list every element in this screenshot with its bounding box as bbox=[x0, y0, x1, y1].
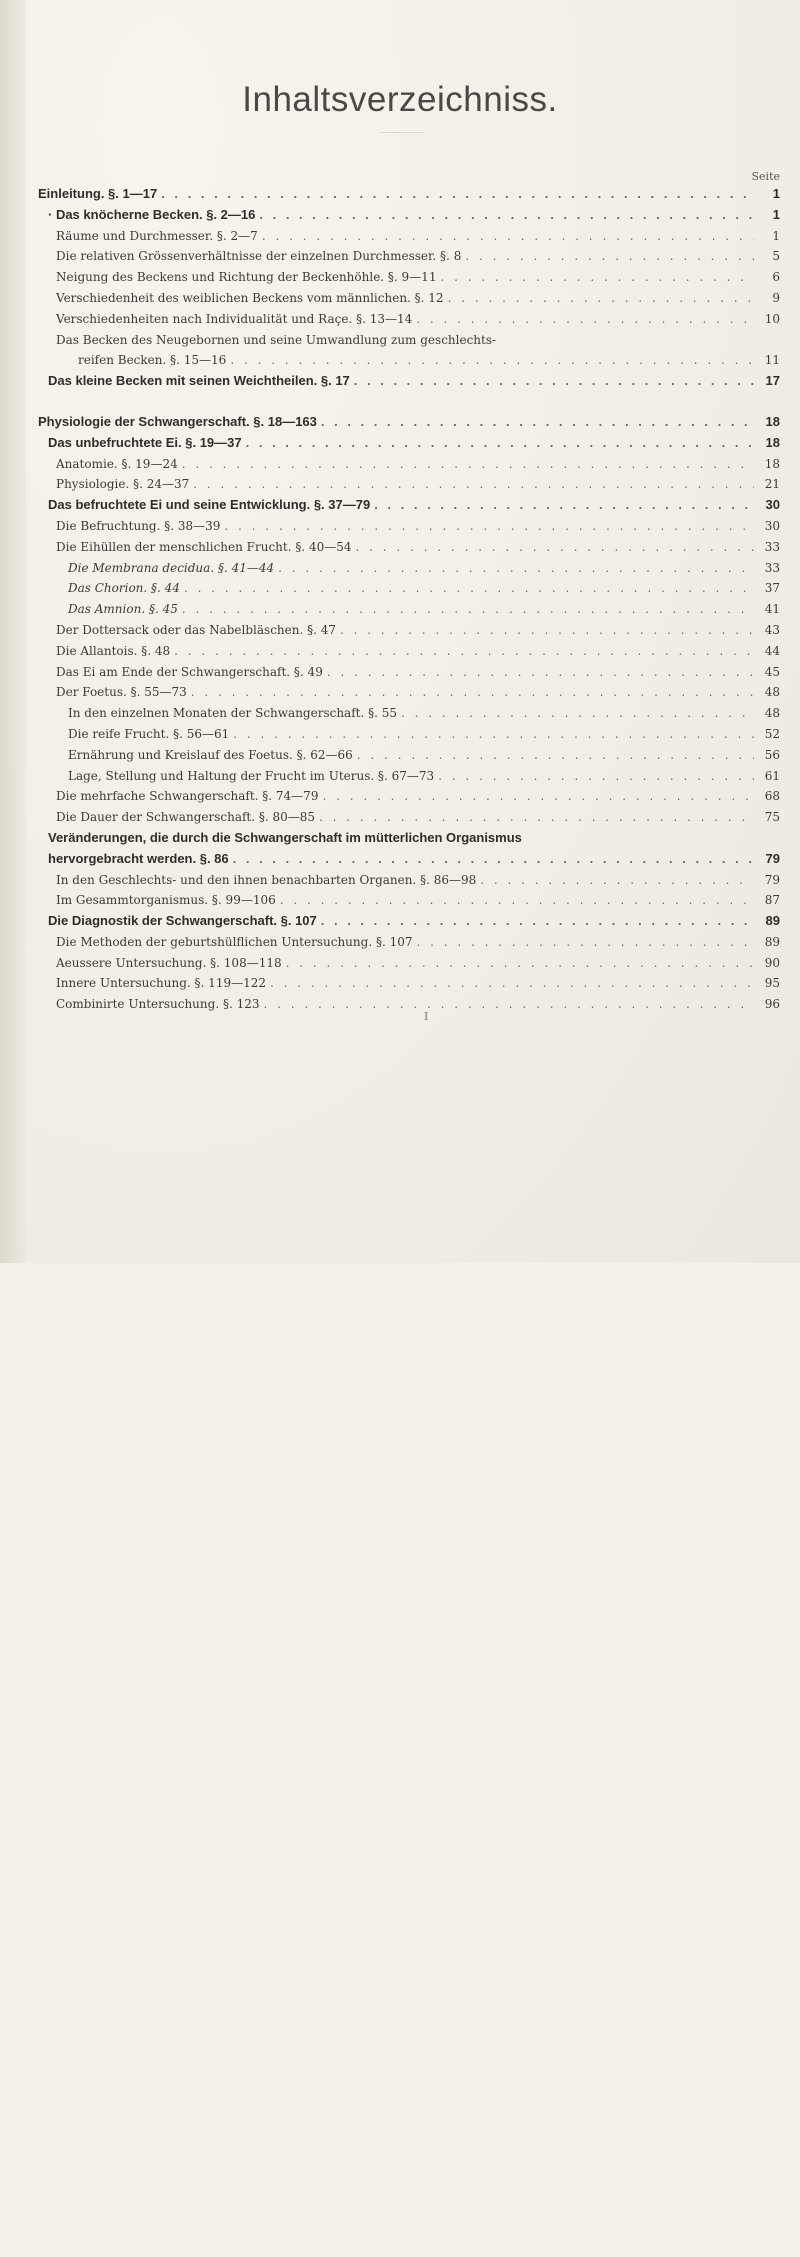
toc-page-number: 45 bbox=[764, 664, 780, 679]
toc-entry-text: Das Chorion. §. 44 bbox=[68, 581, 180, 596]
toc-entry-text: Innere Untersuchung. §. 119—122 bbox=[56, 976, 266, 991]
toc-page-number: 1 bbox=[772, 228, 780, 243]
toc-entry-text: Das befruchtete Ei und seine Entwicklung. §. 37—79 bbox=[48, 497, 371, 513]
toc-page-number: 18 bbox=[765, 413, 780, 429]
toc-entry-text: Das Amnion. §. 45 bbox=[68, 602, 178, 617]
toc-entry-text: Die reife Frucht. §. 56—61 bbox=[68, 726, 230, 741]
dot-leader bbox=[233, 724, 754, 745]
title-ornament bbox=[380, 132, 424, 137]
toc-entry-innere[interactable] bbox=[38, 973, 780, 994]
toc-page-number: 9 bbox=[772, 290, 780, 305]
toc-entry-eihuellen[interactable] bbox=[38, 537, 780, 558]
toc-page-number: 75 bbox=[764, 810, 780, 825]
toc-page-number: 68 bbox=[764, 789, 780, 804]
toc-entry-text: Das unbefruchtete Ei. §. 19—37 bbox=[48, 434, 242, 450]
toc-entry-chorion[interactable] bbox=[38, 578, 780, 599]
toc-entry-geschlechts[interactable] bbox=[38, 870, 780, 891]
toc-entry-knoecherne-becken[interactable] bbox=[38, 205, 780, 226]
toc-page-number: 43 bbox=[764, 622, 780, 637]
toc-entry-text: Physiologie der Schwangerschaft. §. 18—163 bbox=[38, 413, 317, 429]
toc-entry-text: Veränderungen, die durch die Schwangerschaft im mütterlichen Organismus bbox=[48, 829, 522, 845]
toc-entry-text: · Das knöcherne Becken. §. 2—16 bbox=[48, 206, 256, 222]
toc-entry-allantois[interactable] bbox=[38, 641, 780, 662]
toc-entry-befruchtete[interactable] bbox=[38, 495, 780, 516]
toc-entry-text: Die Dauer der Schwangerschaft. §. 80—85 bbox=[56, 810, 316, 825]
toc-entry-text: Lage, Stellung und Haltung der Frucht im Uterus. §. 67—73 bbox=[68, 768, 435, 783]
toc-entry-ei-ende[interactable] bbox=[38, 662, 780, 683]
toc-entry-text: Neigung des Beckens und Richtung der Beckenhöhle. §. 9—11 bbox=[56, 270, 437, 285]
dot-leader bbox=[321, 412, 754, 433]
toc-page-number: 89 bbox=[764, 934, 780, 949]
toc-entry-kleine-becken[interactable] bbox=[38, 371, 780, 392]
dot-leader bbox=[327, 662, 754, 683]
toc-entry-text: In den einzelnen Monaten der Schwangerschaft. §. 55 bbox=[68, 706, 398, 721]
toc-page-number: 95 bbox=[764, 976, 780, 991]
dot-leader bbox=[480, 870, 754, 891]
toc-entry-dottersack[interactable] bbox=[38, 620, 780, 641]
dot-leader bbox=[278, 558, 754, 579]
toc-entry-anatomie[interactable] bbox=[38, 454, 780, 475]
toc-page-number: 96 bbox=[764, 997, 780, 1012]
toc-page-number: 90 bbox=[764, 955, 780, 970]
dot-leader bbox=[262, 226, 754, 247]
toc-page-number: 11 bbox=[764, 353, 780, 368]
toc-entry-neigung[interactable] bbox=[38, 267, 780, 288]
toc-entry-aeussere[interactable] bbox=[38, 953, 780, 974]
toc-entry-text: Das Becken des Neugebornen und seine Umwandlung zum geschlechts- bbox=[56, 332, 497, 347]
toc-page-number: 48 bbox=[764, 685, 780, 700]
dot-leader bbox=[416, 932, 754, 953]
toc-entry-veraenderungen[interactable] bbox=[38, 828, 780, 849]
dot-leader bbox=[322, 786, 754, 807]
toc-entry-combinirte[interactable] bbox=[38, 994, 780, 1015]
toc-entry-einleitung[interactable] bbox=[38, 184, 780, 205]
dot-leader bbox=[465, 246, 754, 267]
dot-leader bbox=[319, 807, 754, 828]
toc-entry-lage[interactable] bbox=[38, 766, 780, 787]
toc-entry-amnion[interactable] bbox=[38, 599, 780, 620]
toc-page-number: 21 bbox=[764, 477, 780, 492]
toc-entry-ernaehrung[interactable] bbox=[38, 745, 780, 766]
toc-page-number: 6 bbox=[772, 270, 780, 285]
toc-entry-text: Physiologie. §. 24—37 bbox=[56, 477, 190, 492]
dot-leader bbox=[374, 495, 754, 516]
toc-page-number: 56 bbox=[764, 747, 780, 762]
toc-page-number: 79 bbox=[764, 872, 780, 887]
toc-page-number: 33 bbox=[764, 539, 780, 554]
toc-entry-text: Die Allantois. §. 48 bbox=[56, 643, 171, 658]
toc-entry-text: Die mehrfache Schwangerschaft. §. 74—79 bbox=[56, 789, 319, 804]
page-spine-shadow bbox=[0, 0, 26, 1263]
toc-entry-text: Combinirte Untersuchung. §. 123 bbox=[56, 997, 260, 1012]
toc-page-number: 33 bbox=[764, 560, 780, 575]
toc-entry-physio-sub[interactable] bbox=[38, 474, 780, 495]
toc-page-number: 30 bbox=[764, 518, 780, 533]
toc-page-number: 10 bbox=[764, 311, 780, 326]
toc-page-number: 79 bbox=[765, 850, 780, 866]
dot-leader bbox=[448, 288, 754, 309]
toc-entry-neugeborene-continuation[interactable] bbox=[38, 350, 780, 371]
toc-entry-gesammt[interactable] bbox=[38, 890, 780, 911]
dot-leader bbox=[224, 516, 754, 537]
toc-entry-text: Die Diagnostik der Schwangerschaft. §. 107 bbox=[48, 913, 317, 929]
dot-leader bbox=[259, 205, 754, 226]
toc-entry-text: Das kleine Becken mit seinen Weichtheilen. §. 17 bbox=[48, 373, 350, 389]
toc-entry-groessen[interactable] bbox=[38, 246, 780, 267]
toc-entry-text: Im Gesammtorganismus. §. 99—106 bbox=[56, 893, 276, 908]
toc-page-number: 18 bbox=[765, 434, 780, 450]
dot-leader bbox=[184, 578, 754, 599]
toc-page-number: 41 bbox=[764, 602, 780, 617]
dot-leader bbox=[416, 309, 754, 330]
dot-leader bbox=[440, 267, 754, 288]
toc-entry-text: Anatomie. §. 19—24 bbox=[56, 456, 178, 471]
toc-entry-physiologie[interactable] bbox=[38, 412, 780, 433]
dot-leader bbox=[356, 537, 754, 558]
toc-entry-reife[interactable] bbox=[38, 724, 780, 745]
dot-leader bbox=[246, 433, 754, 454]
dot-leader bbox=[182, 599, 754, 620]
dot-leader bbox=[286, 953, 754, 974]
seite-column-header: Seite bbox=[751, 170, 780, 183]
toc-page-number: 52 bbox=[764, 726, 780, 741]
dot-leader bbox=[280, 890, 754, 911]
toc-entry-text: In den Geschlechts- und den ihnen benachbarten Organen. §. 86—98 bbox=[56, 872, 477, 887]
toc-entry-text: Ernährung und Kreislauf des Foetus. §. 62—66 bbox=[68, 747, 353, 762]
toc-entry-verschiedenheit[interactable] bbox=[38, 288, 780, 309]
toc-entry-text: Der Dottersack oder das Nabelbläschen. §. 47 bbox=[56, 622, 337, 637]
dot-leader bbox=[230, 350, 754, 371]
dot-leader bbox=[340, 620, 754, 641]
dot-leader bbox=[263, 994, 754, 1015]
section-gap bbox=[38, 392, 780, 412]
dot-leader bbox=[401, 703, 754, 724]
toc-page-number: 37 bbox=[764, 581, 780, 596]
toc-entry-raeume[interactable] bbox=[38, 226, 780, 247]
toc-page-number: 5 bbox=[772, 249, 780, 264]
toc-entry-monaten[interactable] bbox=[38, 703, 780, 724]
toc-page-number: 1 bbox=[772, 206, 780, 222]
toc-page-number: 17 bbox=[765, 373, 780, 389]
toc-entry-text: Einleitung. §. 1—17 bbox=[38, 186, 158, 201]
toc-entry-continuation-text: hervorgebracht werden. §. 86 bbox=[48, 850, 229, 866]
table-of-contents bbox=[38, 184, 780, 1015]
toc-entry-text: Die Eihüllen der menschlichen Frucht. §. 40—54 bbox=[56, 539, 352, 554]
toc-entry-text: Räume und Durchmesser. §. 2—7 bbox=[56, 228, 258, 243]
signature-mark: I bbox=[424, 1010, 429, 1023]
toc-entry-text: Aeussere Untersuchung. §. 108—118 bbox=[56, 955, 282, 970]
toc-entry-text: Die Befruchtung. §. 38—39 bbox=[56, 518, 221, 533]
dot-leader bbox=[182, 454, 754, 475]
toc-page-number: 44 bbox=[764, 643, 780, 658]
toc-entry-text: Das Ei am Ende der Schwangerschaft. §. 49 bbox=[56, 664, 323, 679]
toc-entry-text: Der Foetus. §. 55—73 bbox=[56, 685, 187, 700]
toc-entry-dauer[interactable] bbox=[38, 807, 780, 828]
toc-entry-neugeborene[interactable] bbox=[38, 330, 780, 351]
dot-leader bbox=[357, 745, 754, 766]
toc-entry-veraenderungen-continuation[interactable] bbox=[38, 849, 780, 870]
toc-page-number: 48 bbox=[764, 706, 780, 721]
toc-entry-text: Die Membrana decidua. §. 41—44 bbox=[68, 560, 275, 575]
toc-page-number: 89 bbox=[765, 913, 780, 929]
toc-entry-individualitaet[interactable] bbox=[38, 309, 780, 330]
toc-page-number: 87 bbox=[764, 893, 780, 908]
toc-entry-text: Verschiedenheiten nach Individualität und Raçe. §. 13—14 bbox=[56, 311, 413, 326]
toc-entry-unbefruchtete[interactable] bbox=[38, 433, 780, 454]
page-title: Inhaltsverzeichniss. bbox=[242, 80, 558, 119]
toc-entry-diagnostik[interactable] bbox=[38, 911, 780, 932]
toc-page-number: 18 bbox=[764, 456, 780, 471]
toc-page-number: 1 bbox=[772, 186, 780, 201]
dot-leader bbox=[193, 474, 754, 495]
dot-leader bbox=[233, 849, 754, 870]
toc-page-number: 61 bbox=[764, 768, 780, 783]
dot-leader bbox=[321, 911, 754, 932]
toc-entry-decidua[interactable] bbox=[38, 558, 780, 579]
toc-page-number: 30 bbox=[765, 497, 780, 513]
dot-leader bbox=[191, 682, 754, 703]
dot-leader bbox=[174, 641, 754, 662]
toc-entry-text: Die relativen Grössenverhältnisse der einzelnen Durchmesser. §. 8 bbox=[56, 249, 462, 264]
toc-entry-befruchtung[interactable] bbox=[38, 516, 780, 537]
toc-entry-text: Verschiedenheit des weiblichen Beckens vom männlichen. §. 12 bbox=[56, 290, 444, 305]
toc-entry-text: Die Methoden der geburtshülflichen Untersuchung. §. 107 bbox=[56, 934, 413, 949]
toc-entry-methoden[interactable] bbox=[38, 932, 780, 953]
dot-leader bbox=[161, 184, 754, 205]
dot-leader bbox=[354, 371, 754, 392]
dot-leader bbox=[270, 973, 754, 994]
dot-leader bbox=[438, 766, 754, 787]
toc-entry-foetus[interactable] bbox=[38, 682, 780, 703]
toc-entry-mehrfache[interactable] bbox=[38, 786, 780, 807]
toc-entry-continuation-text: reifen Becken. §. 15—16 bbox=[78, 353, 227, 368]
